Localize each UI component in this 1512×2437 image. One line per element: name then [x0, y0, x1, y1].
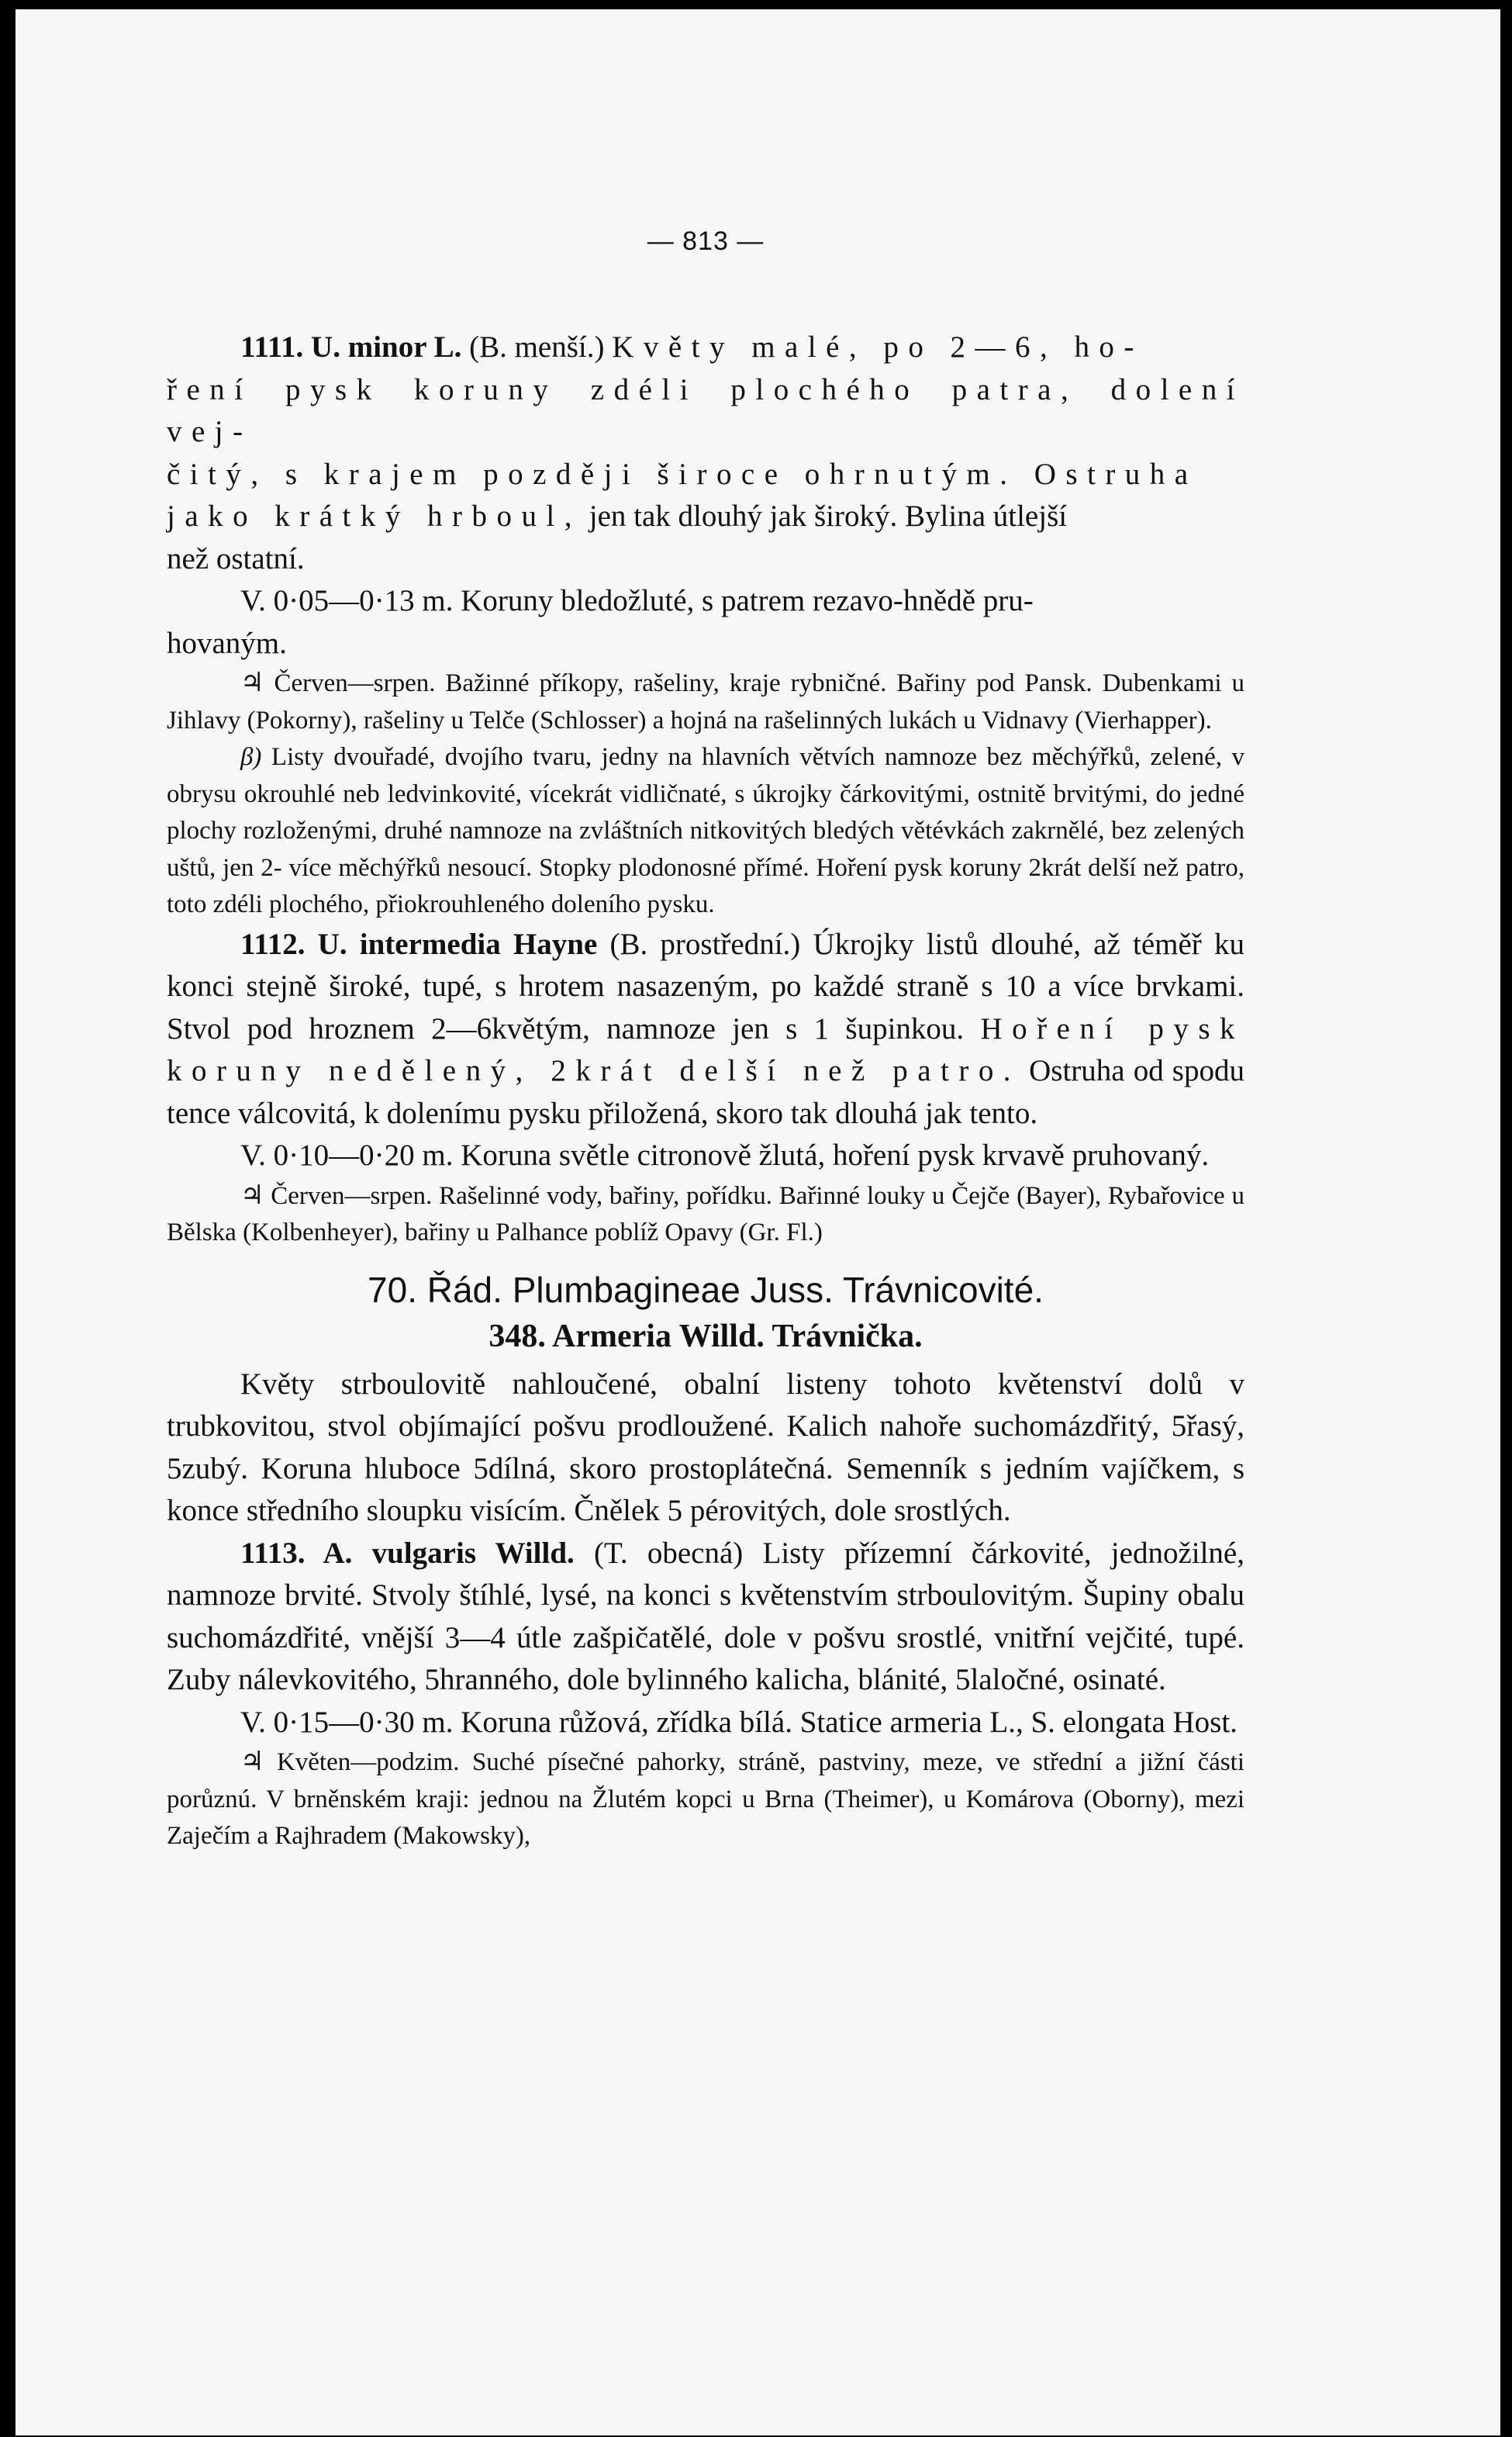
spaced-text: ření pysk koruny zdéli plochého patra, dolení vej-	[167, 372, 1244, 448]
page-number: — 813 —	[647, 226, 765, 256]
perennial-symbol-icon: ♃	[240, 1746, 264, 1777]
czech-name: (B. prostřední.)	[597, 927, 813, 961]
description-text: Listy přízemní čárkovité, jednožilné, namnoze brvité. Stvoly štíhlé, lysé, na konci s květenstvím strboulovitým. Šupiny obalu suchomázdřité, vnější 3—4 útle zašpičatělé, dole v pošvu srostlé, vnitřní vejčité, tupé. Zuby nálevkovitého, 5hranného, dole bylinného kalicha, blánité, 5laločné, osinaté.	[167, 1536, 1244, 1696]
species-name: 1113. A. vulgaris Willd.	[240, 1536, 575, 1570]
spaced-text: jako krátký hrboul,	[167, 499, 582, 533]
species-name: 1111. U. minor L.	[240, 330, 462, 364]
genus-heading: 348. Armeria Willd. Trávnička.	[488, 1318, 923, 1354]
entry-1112-size	[167, 1135, 1244, 1177]
entry-1111-beta	[167, 739, 1244, 924]
habitat-text: Květen—podzim. Suché písečné pahorky, stráně, pastviny, meze, ve střední a jižní části porůznú. V brněnském kraji: jednou na Žlutém kopci u Brna (Theimer), u Komárova (Oborny), mezi Zaječím a Rajhradem (Makowsky),	[167, 1748, 1244, 1850]
size-text: V. 0·10—0·20 m. Koruna světle citronově žlutá, hoření pysk krvavě pruhovaný.	[240, 1139, 1210, 1172]
description-text: než ostatní.	[167, 541, 305, 576]
czech-name: (T. obecná)	[574, 1536, 763, 1570]
book-page	[16, 9, 1500, 2435]
entry-1113-description	[167, 1533, 1244, 1702]
size-text: hovaným.	[167, 626, 287, 660]
page-content	[167, 226, 1244, 1855]
spaced-text: Hoření pysk koruny nedělený, 2krát delší než patro.	[167, 1011, 1244, 1087]
entry-1112	[167, 924, 1244, 1252]
spaced-text: Květy malé, po 2—6, ho-	[612, 330, 1144, 364]
entry-1111-size	[167, 580, 1244, 665]
description-text: Ostruha od spodu tence válcovitá, k dolenímu pysku přiložená, skoro tak dlouhá jak tento.	[167, 1054, 1244, 1130]
entry-1113	[167, 1533, 1244, 1855]
size-text: V. 0·15—0·30 m. Koruna růžová, zřídka bílá. Statice armeria L., S. elongata Host.	[240, 1705, 1238, 1739]
genus-description: Květy strboulovitě nahloučené, obalní listeny tohoto květenství dolů v trubkovitou, stvol objímající pošvu prodloužené. Kalich nahoře suchomázdřitý, 5řasý, 5zubý. Koruna hluboce 5dílná, skoro prostoplátečná. Semenník s jedním vajíčkem, s konce středního sloupku visícím. Čnělek 5 pérovitých, dole srostlých.	[167, 1367, 1244, 1527]
order-heading: 70. Řád. Plumbagineae Juss. Trávnicovité.	[368, 1269, 1044, 1310]
size-text: V. 0·05—0·13 m. Koruny bledožluté, s patrem rezavo-hnědě pru-	[240, 584, 1034, 617]
entry-1111-habitat	[167, 665, 1244, 739]
scan-border-left	[0, 0, 14, 2437]
entry-1113-size	[167, 1702, 1244, 1744]
perennial-symbol-icon: ♃	[240, 1179, 264, 1211]
czech-name: (B. menší.)	[461, 330, 613, 364]
beta-label: β)	[240, 743, 262, 771]
species-name: 1112. U. intermedia Hayne	[240, 927, 598, 961]
entry-1113-habitat	[167, 1744, 1244, 1855]
entry-1112-description	[167, 924, 1244, 1136]
entry-1111-description	[167, 327, 1244, 580]
habitat-text: Červen—srpen. Rašelinné vody, bařiny, pořídku. Bařinné louky u Čejče (Bayer), Rybařovice u Bělska (Kolbenheyer), bařiny u Palhance poblíž Opavy (Gr. Fl.)	[167, 1181, 1244, 1246]
entry-1111	[167, 327, 1244, 924]
entry-1112-habitat	[167, 1177, 1244, 1252]
spaced-text: čitý, s krajem později široce ohrnutým. Ostruha	[167, 457, 1198, 491]
description-text: jen tak dlouhý jak široký. Bylina útlejší	[581, 499, 1068, 533]
beta-text: Listy dvouřadé, dvojího tvaru, jedny na hlavních větvích namnoze bez měchýřků, zelené, v obrysu okrouhlé neb ledvinkovité, vícekrát vidličnaté, s úkrojky čárkovitými, ostnitě brvitými, do jedné plochy rozloženými, druhé namnoze na zvláštních nitkovitých bledých větévkách zakrnělé, bez zelených uštů, jen 2- více měchýřků nesoucí. Stopky plodonosné přímé. Hoření pysk koruny 2krát delší než patro, toto zdéli plochého, přiokrouhleného doleního pysku.	[167, 743, 1244, 918]
description-text: Úkrojky listů dlouhé, až téměř ku konci stejně široké, tupé, s hrotem nasazeným, po každé straně s 10 a více brvkami. Stvol pod hroznem 2—6květým, namnoze jen s 1 šupinkou.	[167, 927, 1244, 1046]
scan-border-top	[0, 0, 1512, 8]
perennial-symbol-icon: ♃	[240, 667, 264, 698]
habitat-text: Červen—srpen. Bažinné příkopy, rašeliny, kraje rybničné. Bařiny pod Pansk. Dubenkami u Jihlavy (Pokorny), rašeliny u Telče (Schlosser) a hojná na rašelinných lukách u Vidnavy (Vierhapper).	[167, 669, 1244, 735]
